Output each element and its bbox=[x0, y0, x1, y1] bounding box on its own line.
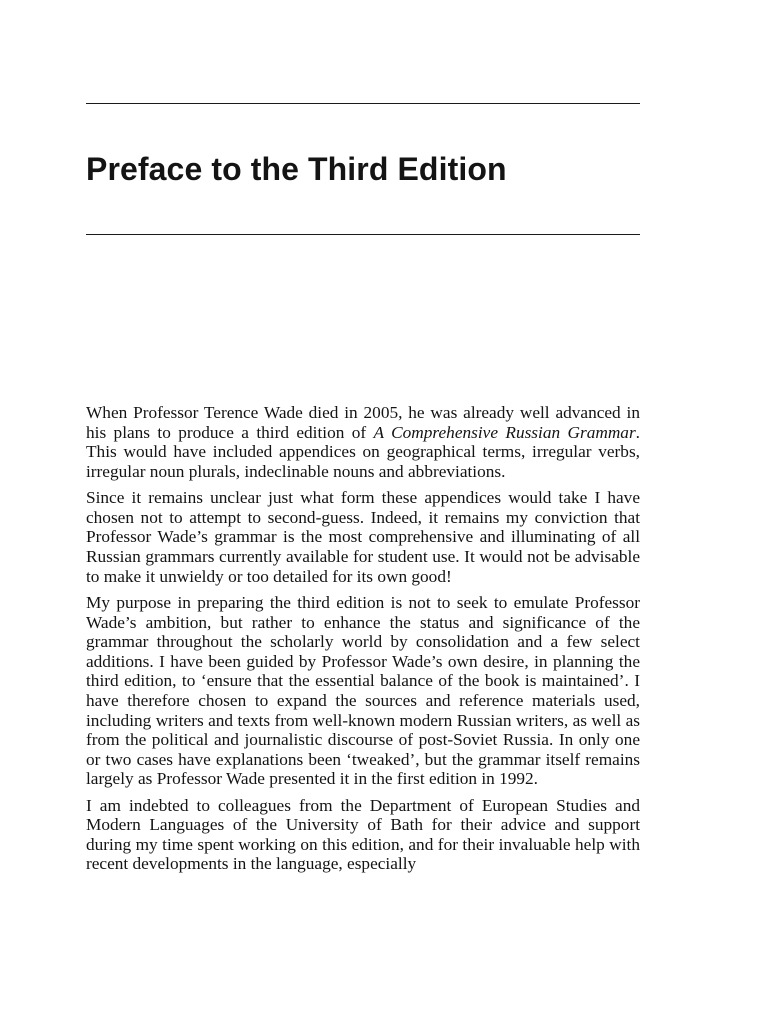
bottom-horizontal-rule bbox=[86, 234, 640, 235]
paragraph-1 bbox=[86, 403, 640, 481]
paragraph-4: I am indebted to colleagues from the Department of European Studies and Modern Languages of the University of Bath for their advice and support during my time spent working on this edition, and for their invaluable help with recent developments in the language, especially bbox=[86, 795, 640, 874]
book-title-italic: A Comprehensive Russian Grammar bbox=[373, 422, 636, 442]
paragraph-3: My purpose in preparing the third edition is not to seek to emulate Professor Wade’s ambition, but rather to enhance the status and significance of the grammar throughout the scholarly world by consolidation and a few select additions. I have been guided by Professor Wade’s own desire, in planning the third edition, to ‘ensure that the essential balance of the book is maintained’. I have therefore chosen to expand the sources and reference materials used, including writers and texts from well-known modern Russian writers, as well as from the political and journalistic discourse of post-Soviet Russia. In only one or two cases have explanations been ‘tweaked’, but the grammar itself remains largely as Professor Wade presented it in the first edition in 1992. bbox=[86, 592, 640, 789]
page-title: Preface to the Third Edition bbox=[86, 151, 507, 187]
preface-body bbox=[86, 403, 640, 881]
paragraph-2: Since it remains unclear just what form these appendices would take I have chosen not to attempt to second-guess. Indeed, it remains my conviction that Professor Wade’s grammar is the most comprehensive and illuminating of all Russian grammars currently available for student use. It would not be advisable to make it unwieldy or too detailed for its own good! bbox=[86, 488, 640, 586]
paragraph-1-text-start: When Professor Terence Wade died in 2005, he was already well advanced in his plans to produce a third edition of bbox=[86, 403, 640, 442]
top-horizontal-rule bbox=[86, 103, 640, 104]
paragraph-1-text-end: . This would have included appendices on geographical terms, irregular verbs, irregular noun plurals, indeclinable nouns and abbreviations. bbox=[86, 422, 640, 481]
